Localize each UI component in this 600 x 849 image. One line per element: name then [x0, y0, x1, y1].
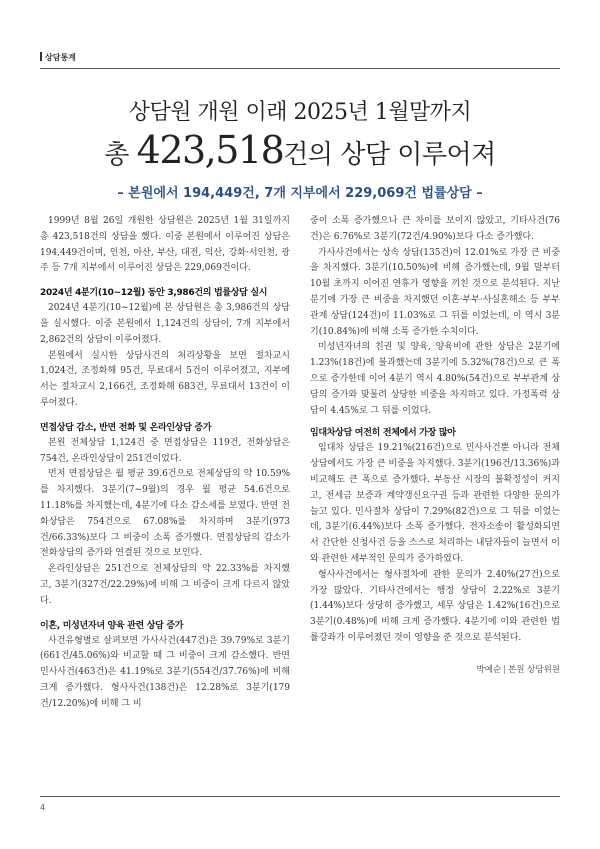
- heading-q4-consultations: 2024년 4분기(10~12월) 동안 3,986건의 법률상담 실시: [40, 288, 268, 299]
- headline-prefix: 총: [104, 140, 137, 170]
- section-marker: [40, 52, 42, 61]
- author-name: 박예순: [476, 664, 502, 675]
- page-number: 4: [40, 803, 46, 812]
- headline-number: 423,518: [136, 128, 284, 172]
- left-column: [40, 214, 290, 780]
- paragraph: 2024년 4분기(10~12월)에 본 상담원은 총 3,986건의 상담을 실시했다. 이중 본원에서 1,124건의 상담이, 7개 지부에서 2,862건의 상담이 이루어졌다.: [40, 303, 290, 345]
- headline-line2: [0, 128, 600, 172]
- heading-consult-types: 면접상담 감소, 반면 전화 및 온라인상담 증가: [40, 422, 212, 433]
- paragraph: 가사사건에서는 상속 상담(135건)이 12.01%로 가장 큰 비중을 차지했다. 3분기(10.50%)에 비해 증가했는데, 9월 말부터 10월 초까지 이어진 연휴가 영향을 끼친 것으로 분석된다. 지난 분기에 가장 큰 비중을 차지했던 이혼·부부·사실혼해소 등 부부관계 상담(124건)이 11.03%로 그 뒤를 이었는데, 이 역시 3분기(10.84%)에 비해 소폭 증가한 수치이다.: [310, 247, 560, 337]
- top-divider: [40, 68, 560, 69]
- paragraph: 임대차 상담은 19.21%(216건)으로 민사사건뿐 아니라 전체상담에서도 가장 큰 비중을 차지했다. 3분기(196건/13.36%)과 비교해도 큰 폭으로 증가했다. 부동산 시장의 불확정성이 커지고, 전세금 보증과 계약갱신요구권 등과 관련한 다양한 문의가 늘고 있다. 민사절차 상담이 7.29%(82건)으로 그 뒤를 이었는데, 3분기(6.44%)보다 소폭 증가했다. 전자소송이 활성화되면서 간단한 신청사건 등을 스스로 처리하는 내담자들이 늘면서 이와 관련한 세부적인 문의가 증가하였다.: [310, 443, 560, 564]
- section-label: [40, 52, 76, 63]
- headline-line1: 상담원 개원 이래 2025년 1월말까지: [128, 100, 472, 125]
- bottom-divider: [40, 796, 560, 797]
- paragraph: 형사사건에서는 형사절차에 관한 문의가 2.40%(27건)으로 가장 많았다. 기타사건에서는 행정 상담이 2.22%로 3분기(1.44%)보다 상당히 증가했고, 세무 상담은 1.42%(16건)으로 3분기(0.48%)에 비해 크게 증가했다. 4분기에 이와 관련한 법률강좌가 이루어졌던 것이 영향을 준 것으로 분석된다.: [310, 569, 560, 643]
- paragraph: 중이 소폭 증가했으나 큰 차이를 보이지 않았고, 기타사건(76건)은 6.76%로 3분기(72건/4.90%)보다 다소 증가했다.: [310, 216, 560, 242]
- headline-suffix: 건의 상담 이루어져: [283, 140, 496, 170]
- heading-divorce-custody: 이혼, 미성년자녀 양육 관련 상담 증가: [40, 620, 184, 631]
- right-column: [310, 214, 560, 780]
- paragraph: 온라인상담은 251건으로 전체상담의 약 22.33%를 차지했고, 3분기(327건/22.29%)에 비해 그 비중이 크게 다르지 않았다.: [40, 564, 290, 606]
- subtitle: – 본원에서 194,449건, 7개 지부에서 229,069건 법률상담 –: [117, 186, 483, 201]
- article-body: [40, 214, 560, 780]
- paragraph: 사건유형별로 살펴보면 가사사건(447건)은 39.79%로 3분기(661건/45.06%)와 비교할 때 그 비중이 크게 감소했다. 반면 민사사건(463건)은 41.19%로 3분기(554건/37.76%)에 비해 크게 증가했다. 형사사건(138건)은 12.28%로 3분기(179건/12.20%)에 비해 그 비: [40, 635, 290, 709]
- paragraph: 본원 전체상담 1,124건 중 면접상담은 119건, 전화상담은 754건, 온라인상담이 251건이었다.: [40, 437, 290, 464]
- byline-separator: |: [503, 664, 507, 675]
- paragraph: 미성년자녀의 친권 및 양육, 양육비에 관한 상담은 2분기에 1.23%(18건)에 불과했는데 3분기에 5.32%(78건)으로 큰 폭으로 증가한데 이어 4분기 역시 4.80%(54건)으로 부부관계 상담의 증가와 맞물려 상당한 비중을 차지하고 있다. 가정폭력 상담이 4.45%로 그 뒤를 이었다.: [310, 342, 560, 416]
- author-byline: [310, 663, 560, 679]
- paragraph: 먼저 면접상담은 월 평균 39.6건으로 전체상담의 약 10.59%를 차지했다. 3분기(7~9월)의 경우 월 평균 54.6건으로 11.18%를 차지했는데, 4분기에 다소 감소세를 보였다. 반면 전화상담은 754건으로 67.08%를 차지하며 3분기(973건/66.33%)보다 그 비중이 소폭 증가했다. 면접상담의 감소가 전화상담의 증가와 연결된 것으로 보인다.: [40, 469, 290, 559]
- paragraph: 본원에서 실시한 상담사건의 처리상황을 보면 절차교시 1,024건, 조정화해 95건, 무료대서 5건이 이루어졌고, 지부에서는 절차교시 2,166건, 조정화해 683건, 무료대서 13건이 이루어졌다.: [40, 350, 290, 408]
- author-role: 본원 상담위원: [508, 664, 560, 675]
- section-title: 상담통계: [45, 53, 76, 62]
- intro-paragraph: 1999년 8월 26일 개원한 상담원은 2025년 1월 31일까지 총 423,518건의 상담을 했다. 이중 본원에서 이루어진 상담은 194,449건이며, 인천, 아산, 부산, 대전, 익산, 강화·서인천, 광주 등 7개 지부에서 이루어진 상담은 229,069건이다.: [40, 216, 290, 274]
- heading-lease-consult: 임대차상담 여전히 전체에서 가장 많아: [310, 428, 456, 439]
